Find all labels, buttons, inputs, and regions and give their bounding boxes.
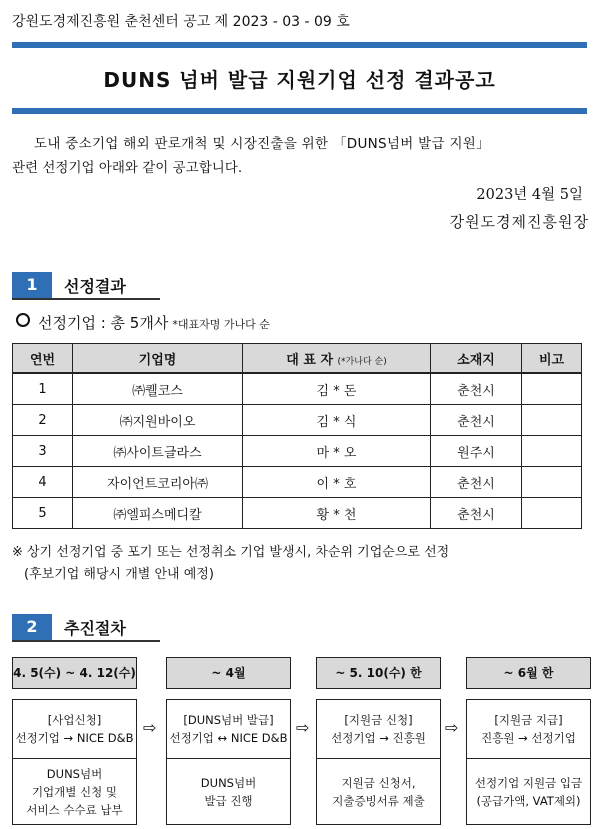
step-label: [지원금 신청] <box>344 713 413 727</box>
table-row <box>13 436 582 467</box>
header-rep <box>243 344 431 374</box>
step-period: 4. 5(수) ~ 4. 12(수) <box>12 657 137 689</box>
cell-no: 2 <box>13 405 73 436</box>
section-header-results <box>12 272 160 300</box>
double-arrow-icon: ⇨ <box>445 718 459 737</box>
cell-remarks <box>522 498 582 529</box>
double-arrow-icon: ⇨ <box>143 718 157 737</box>
step-upper <box>467 700 590 759</box>
circle-bullet-icon <box>16 313 30 327</box>
table-row <box>13 467 582 498</box>
step-upper <box>167 700 290 759</box>
step-label: [지원금 지급] <box>494 713 563 727</box>
step-detail: 선정기업 지원금 입금 <box>474 775 583 790</box>
cell-remarks <box>522 436 582 467</box>
table-row <box>13 373 582 405</box>
section-number: 1 <box>12 272 52 298</box>
step-detail: 지원금 신청서, <box>341 775 416 790</box>
procedure-step <box>466 657 591 825</box>
cell-company: 자이언트코리아㈜ <box>73 467 243 498</box>
step-lower <box>467 759 590 824</box>
header-no: 연번 <box>13 344 73 374</box>
intro-line-2: 관련 선정기업 아래와 같이 공고합니다. <box>12 160 243 176</box>
step-period: ~ 6월 한 <box>466 657 591 689</box>
step-detail: DUNS넘버 <box>46 766 103 781</box>
cell-rep: 김 * 돈 <box>243 373 431 405</box>
header-rep-note: (*가나다 순) <box>337 356 387 367</box>
cell-remarks <box>522 467 582 498</box>
step-lower <box>317 759 440 824</box>
section-title: 추진절차 <box>64 619 126 638</box>
table-row <box>13 405 582 436</box>
cell-rep: 황 * 천 <box>243 498 431 529</box>
cell-no: 1 <box>13 373 73 405</box>
step-detail: 서비스 수수료 납부 <box>26 802 123 817</box>
procedure-step <box>316 657 441 825</box>
organization-name: 강원도경제진흥원장 <box>449 213 589 231</box>
cell-rep: 김 * 식 <box>243 405 431 436</box>
step-flow: 선정기업 → NICE D&B <box>15 731 134 745</box>
step-box <box>12 699 137 825</box>
cell-no: 3 <box>13 436 73 467</box>
cell-company: ㈜퀠코스 <box>73 373 243 405</box>
cell-company: ㈜지원바이오 <box>73 405 243 436</box>
step-period: ~ 4월 <box>166 657 291 689</box>
section-title: 선정결과 <box>64 277 126 296</box>
summary-note: *대표자명 가나다 순 <box>172 318 270 331</box>
step-flow: 선정기업 ↔ NICE D&B <box>169 731 288 745</box>
step-flow: 진흥원 → 선정기업 <box>481 731 576 745</box>
header-rep-label: 대 표 자 <box>286 352 334 368</box>
step-label: [사업신청] <box>47 713 102 727</box>
cell-remarks <box>522 405 582 436</box>
footnote-line-1: ※ 상기 선정기업 중 포기 또는 선정취소 기업 발생시, 차순위 기업순으로 선정 <box>12 545 450 560</box>
header-remarks: 비고 <box>522 344 582 374</box>
title-top-bar <box>12 42 587 48</box>
cell-location: 춘천시 <box>431 467 522 498</box>
step-detail: (공급가액, VAT제외) <box>476 793 581 808</box>
step-box <box>316 699 441 825</box>
cell-no: 4 <box>13 467 73 498</box>
section-number: 2 <box>12 614 52 640</box>
header-company: 기업명 <box>73 344 243 374</box>
step-detail: 발급 진행 <box>204 793 253 808</box>
step-detail: 지출증빙서류 제출 <box>332 793 425 808</box>
header-location: 소재지 <box>431 344 522 374</box>
cell-rep: 마 * 오 <box>243 436 431 467</box>
page-title: DUNS 넘버 발급 지원기업 선정 결과공고 <box>103 68 496 92</box>
results-table <box>12 343 582 529</box>
cell-no: 5 <box>13 498 73 529</box>
cell-rep: 이 * 호 <box>243 467 431 498</box>
section-header-procedure <box>12 614 160 642</box>
cell-location: 춘천시 <box>431 498 522 529</box>
notice-date: 2023년 4월 5일 <box>476 187 583 203</box>
step-lower <box>167 759 290 824</box>
footnote-line-2: (후보기업 해당시 개별 안내 예정) <box>24 567 214 582</box>
step-box <box>166 699 291 825</box>
step-label: [DUNS넘버 발급] <box>183 713 274 727</box>
step-upper <box>317 700 440 759</box>
cell-location: 춘천시 <box>431 405 522 436</box>
cell-company: ㈜엘피스메디칼 <box>73 498 243 529</box>
footnote <box>12 542 449 586</box>
step-lower <box>13 759 136 824</box>
cell-location: 원주시 <box>431 436 522 467</box>
double-arrow-icon: ⇨ <box>296 718 310 737</box>
procedure-step <box>166 657 291 825</box>
step-flow: 선정기업 → 진흥원 <box>331 731 426 745</box>
summary-text: 선정기업 : 총 5개사 <box>38 314 169 332</box>
procedure-step <box>12 657 137 825</box>
cell-company: ㈜사이트글라스 <box>73 436 243 467</box>
notice-number: 강원도경제진흥원 춘천센터 공고 제 2023 - 03 - 09 호 <box>12 14 350 30</box>
step-box <box>466 699 591 825</box>
step-detail: 기업개별 신청 및 <box>31 784 118 799</box>
selection-summary <box>16 312 270 333</box>
cell-location: 춘천시 <box>431 373 522 405</box>
step-detail: DUNS넘버 <box>200 775 257 790</box>
title-bottom-bar <box>12 108 587 114</box>
step-period: ~ 5. 10(수) 한 <box>316 657 441 689</box>
intro-line-1: 도내 중소기업 해외 판로개척 및 시장진출을 위한 「DUNS넘버 발급 지원」 <box>34 136 490 152</box>
cell-remarks <box>522 373 582 405</box>
step-upper <box>13 700 136 759</box>
intro-paragraph <box>12 132 587 180</box>
table-header-row <box>13 344 582 374</box>
table-row <box>13 498 582 529</box>
